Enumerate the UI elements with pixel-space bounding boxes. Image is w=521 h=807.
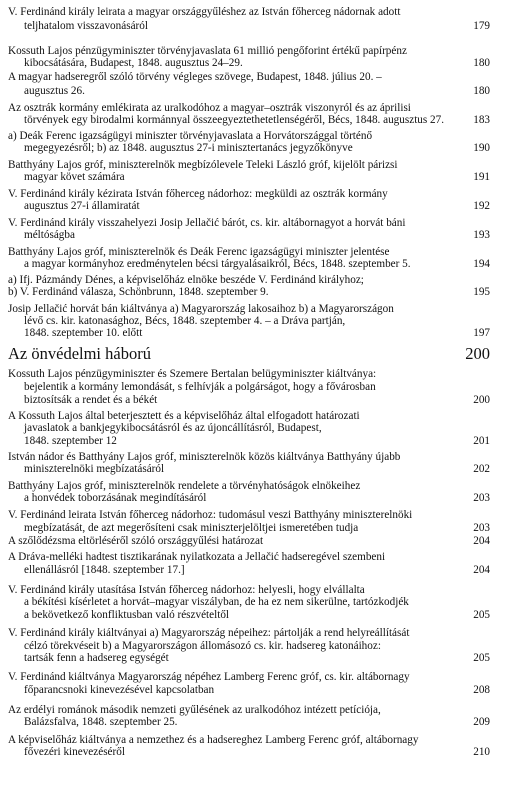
toc-entry-text: megegyezésről; b) az 1848. augusztus 27-i minisztertanács jegyzőkönyve bbox=[24, 142, 353, 154]
toc-entry-text: V. Ferdinánd leirata István főherceg nádorhoz: tudomásul veszi Batthyány miniszterelnöki bbox=[8, 509, 413, 521]
toc-entry-text: Batthyány Lajos gróf, miniszterelnök és Deák Ferenc igazságügyi miniszter jelentése bbox=[8, 246, 390, 258]
toc-entry-text: biztosítsák a rendet és a békét bbox=[24, 394, 158, 406]
toc-page-number: 210 bbox=[473, 746, 490, 758]
toc-page-number: 204 bbox=[473, 564, 490, 576]
toc-entry-text: V. Ferdinánd kiáltványa Magyarország népéhez Lamberg Ferenc gróf, cs. kir. altábornagy bbox=[8, 671, 410, 683]
toc-entry-text: Az erdélyi románok második nemzeti gyűlésének az uralkodóhoz intézett petíciója, bbox=[8, 704, 381, 716]
toc-entry-text: célzó törekvéseit b) a Magyarországon állomásozó cs. kir. hadsereg katonáihoz: bbox=[24, 640, 381, 652]
toc-page-number: 194 bbox=[473, 258, 490, 270]
toc-entry-text: a) Deák Ferenc igazságügyi miniszter törvényjavaslata a Horvátországgal történő bbox=[8, 130, 373, 142]
toc-entry-text: miniszterelnöki megbízatásáról bbox=[24, 463, 165, 475]
toc-entry-text: A képviselőház kiáltványa a nemzethez és a hadsereghez Lamberg Ferenc gróf, altábornagy bbox=[8, 734, 419, 746]
toc-entry-text: a) Ifj. Pázmándy Dénes, a képviselőház elnöke beszéde V. Ferdinánd királyhoz; bbox=[8, 274, 364, 286]
toc-entry-text: kibocsátására, Budapest, 1848. augusztus 24–29. bbox=[24, 57, 243, 69]
toc-entry-text: A szőlődézsma eltörléséről szóló országgyűlési határozat bbox=[8, 535, 264, 547]
toc-entry-text: A Kossuth Lajos által beterjesztett és a képviselőház által elfogadott határozati bbox=[8, 410, 360, 422]
toc-entry-text: Az osztrák kormány emlékirata az uralkodóhoz a magyar–osztrák viszonyról és az áprilisi bbox=[8, 102, 411, 114]
toc-entry-text: a békítési kísérletet a horvát–magyar viszályban, de ha ez nem sikerülne, tartózkodjék bbox=[24, 596, 409, 608]
toc-page-number: 191 bbox=[473, 171, 490, 183]
section-page-number: 200 bbox=[465, 344, 490, 363]
toc-entry-text: ellenállásról [1848. szeptember 17.] bbox=[24, 564, 185, 576]
section-heading-text: Az önvédelmi háború bbox=[8, 344, 151, 363]
toc-entry-text: Batthyány Lajos gróf, miniszterelnök rendelete a törvényhatóságok elnökeihez bbox=[8, 480, 361, 492]
toc-page-number: 193 bbox=[473, 229, 490, 241]
toc-entry-text: javaslatok a bankjegykibocsátásról és az újoncállításról, Budapest, bbox=[24, 422, 322, 434]
toc-entry-text: lévő cs. kir. katonasághoz, Bécs, 1848. szeptember 4. – a Dráva partján, bbox=[24, 315, 346, 327]
toc-entry-text: augusztus 27-i államiratát bbox=[24, 200, 140, 212]
toc-page-number: 200 bbox=[473, 394, 490, 406]
toc-page-number: 205 bbox=[473, 652, 490, 664]
toc-page-number: 179 bbox=[473, 20, 490, 32]
toc-entry-text: b) V. Ferdinánd válasza, Schönbrunn, 1848. szeptember 9. bbox=[8, 286, 269, 298]
toc-entry-text: 1848. szeptember 12 bbox=[24, 435, 117, 447]
toc-page-number: 183 bbox=[473, 114, 490, 126]
toc-page-number: 203 bbox=[473, 522, 490, 534]
toc-entry-text: a magyar kormányhoz eredménytelen bécsi tárgyalásaikról, Bécs, 1848. szeptember 5. bbox=[24, 258, 411, 270]
toc-page-number: 180 bbox=[473, 57, 490, 69]
toc-page-number: 190 bbox=[473, 142, 490, 154]
toc-entry-text: magyar követ számára bbox=[24, 171, 125, 183]
toc-entry-text: teljhatalom visszavonásáról bbox=[24, 20, 148, 32]
toc-page-number: 180 bbox=[473, 85, 490, 97]
toc-entry-text: a bekövetkező konfliktusban való részvételtől bbox=[24, 609, 230, 621]
toc-entry-text: V. Ferdinánd király leirata a magyar országgyűléshez az István főherceg nádornak adott bbox=[8, 6, 401, 18]
toc-page-number: 195 bbox=[473, 286, 490, 298]
toc-entry-text: V. Ferdinánd király kézirata István főherceg nádorhoz: megküldi az osztrák kormány bbox=[8, 188, 388, 200]
toc-page-number: 197 bbox=[473, 327, 490, 339]
toc-entry-text: megbízatását, de azt megerősíteni csak miniszterjelöltjei ismeretében tudja bbox=[24, 522, 359, 534]
toc-entry-text: a honvédek toborzásának megindításáról bbox=[24, 492, 207, 504]
toc-entry-text: V. Ferdinánd király visszahelyezi Josip Jellačić bárót, cs. kir. altábornagyot a horvát báni bbox=[8, 217, 406, 229]
toc-entry-text: Kossuth Lajos pénzügyminiszter és Szemere Bertalan belügyminiszter kiáltványa: bbox=[8, 368, 377, 380]
toc-entry-text: A magyar hadseregről szóló törvény végleges szövege, Budapest, 1848. július 20. – bbox=[8, 71, 382, 83]
toc-page-number: 203 bbox=[473, 492, 490, 504]
toc-entry-text: törvények egy birodalmi kormánnyal összeegyeztethetetlenségéről, Bécs, 1848. augusztus 27. bbox=[24, 114, 445, 126]
toc-page-number: 205 bbox=[473, 609, 490, 621]
toc-page-number: 201 bbox=[473, 435, 490, 447]
toc-entry-text: augusztus 26. bbox=[24, 85, 85, 97]
toc-entry-text: V. Ferdinánd király kiáltványai a) Magyarország népeihez: pártolják a rend helyreállítását bbox=[8, 627, 410, 639]
toc-entry-text: V. Ferdinánd király utasítása István főherceg nádorhoz: helyesli, hogy elvállalta bbox=[8, 584, 365, 596]
toc-entry-text: bejelentik a kormány lemondását, s felhívják a polgárságot, hogy a fővárosban bbox=[24, 381, 376, 393]
toc-entry-text: István nádor és Batthyány Lajos gróf, miniszterelnök közös kiáltványa Batthyány újabb bbox=[8, 451, 401, 463]
toc-entry-text: főparancsnoki kinevezésével kapcsolatban bbox=[24, 684, 215, 696]
toc-page-number: 208 bbox=[473, 684, 490, 696]
toc-page-number: 202 bbox=[473, 463, 490, 475]
toc-entry-text: Batthyány Lajos gróf, miniszterelnök megbízólevele Teleki László gróf, kijelölt párizsi bbox=[8, 159, 398, 171]
toc-entry-text: A Dráva-melléki hadtest tisztikarának nyilatkozata a Jellačić hadseregével szembeni bbox=[8, 551, 386, 563]
toc-entry-text: 1848. szeptember 10. előtt bbox=[24, 327, 143, 339]
toc-entry-text: méltóságba bbox=[24, 229, 75, 241]
toc-entry-text: Kossuth Lajos pénzügyminiszter törvényjavaslata 61 millió pengőforint értékű papírpénz bbox=[8, 45, 407, 57]
toc-page-number: 192 bbox=[473, 200, 490, 212]
toc-entry-text: Josip Jellačić horvát bán kiáltványa a) Magyarország lakosaihoz b) a Magyarországon bbox=[8, 303, 394, 315]
toc-page-number: 204 bbox=[473, 535, 490, 547]
toc-entry-text: Balázsfalva, 1848. szeptember 25. bbox=[24, 716, 178, 728]
toc-entry-text: fővezéri kinevezéséről bbox=[24, 746, 125, 758]
toc-page-number: 209 bbox=[473, 716, 490, 728]
toc-entry-text: tartsák fenn a hadsereg egységét bbox=[24, 652, 169, 664]
